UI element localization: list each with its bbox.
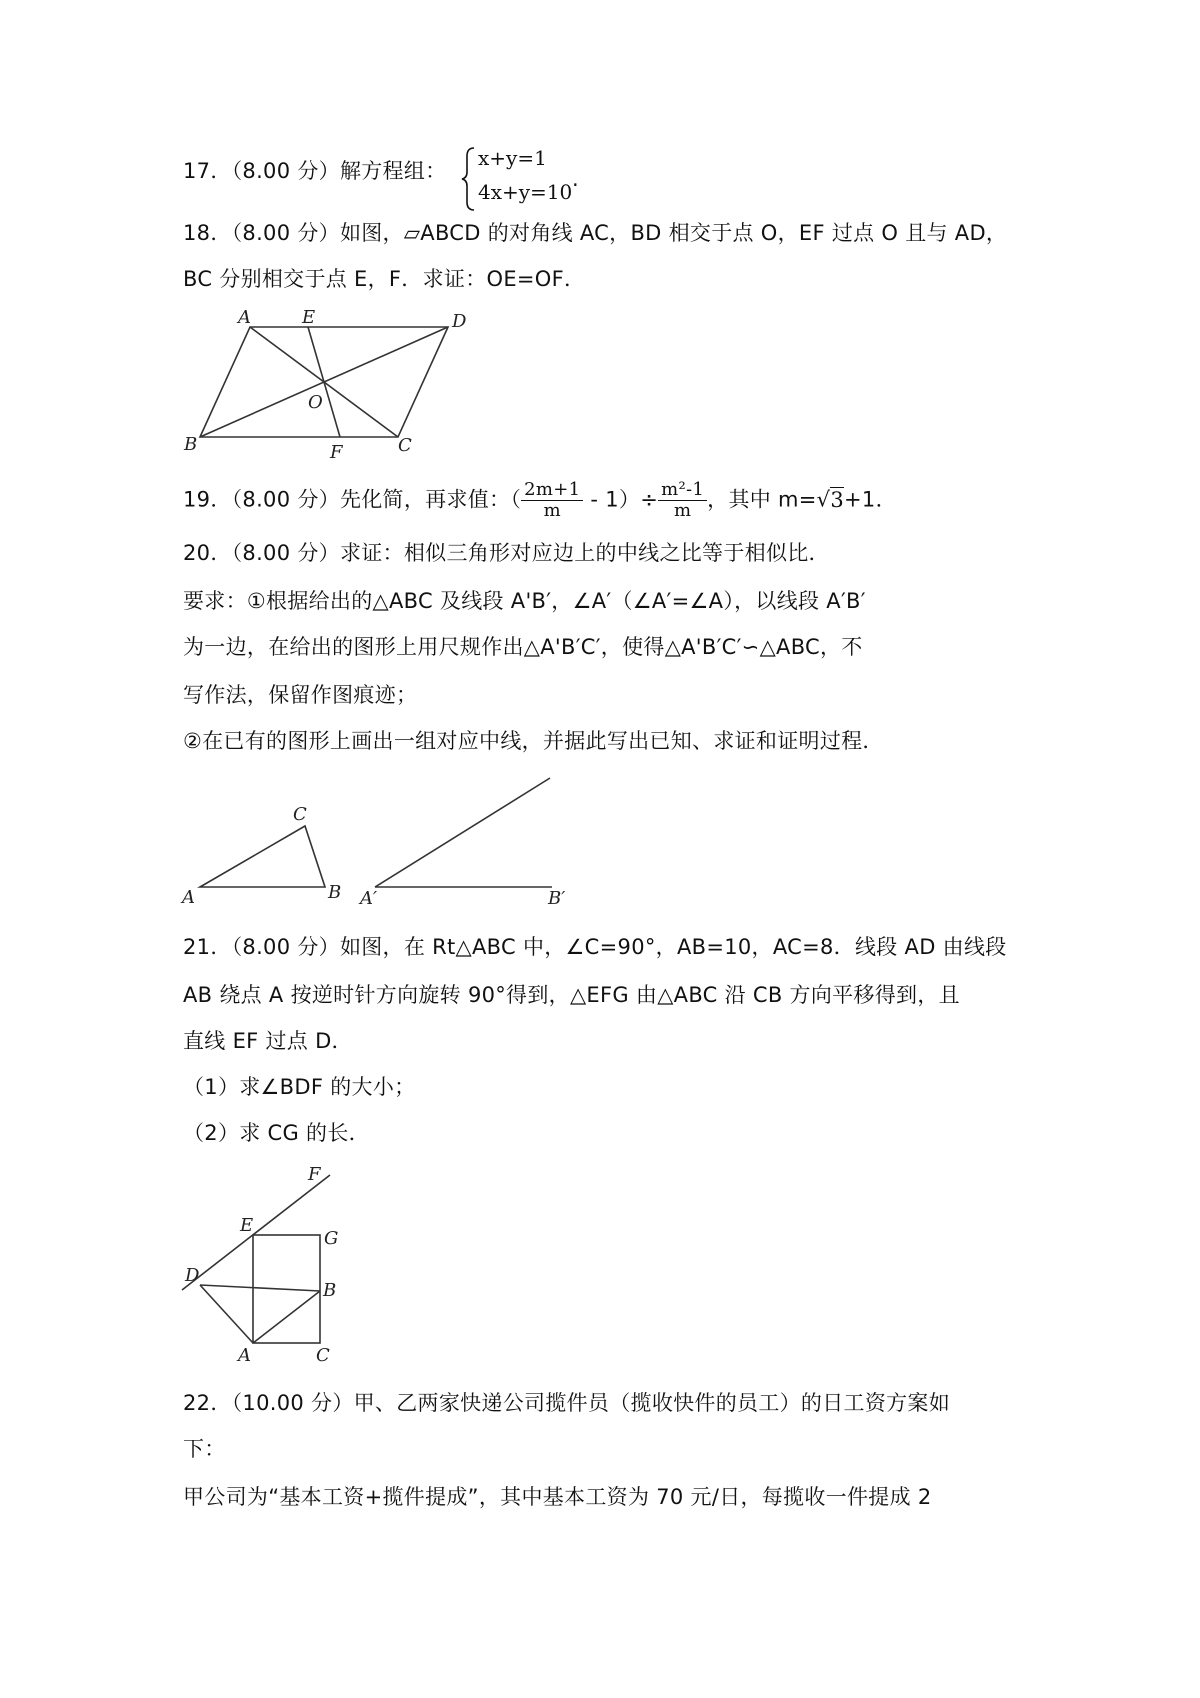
q20-label-c: C xyxy=(293,804,307,825)
q18-label-b: B xyxy=(184,434,198,455)
q20-line2: 要求：①根据给出的△ABC 及线段 A'B′，∠A′（∠A′=∠A），以线段 A′B′ xyxy=(183,589,866,613)
q19-frac1-numerator: 2m+1 xyxy=(521,480,583,501)
q18-label-e: E xyxy=(302,307,316,328)
q19-prefix: 19．（8.00 分）先化简，再求值：（ xyxy=(183,487,522,512)
q19-frac2-numerator: m²-1 xyxy=(658,480,707,501)
left-brace-icon xyxy=(460,144,480,214)
q21-rotation-figure xyxy=(180,1165,360,1375)
q20-label-a: A xyxy=(182,887,195,908)
q20-line3: 为一边，在给出的图形上用尺规作出△A'B′C′，使得△A'B′C′∽△ABC，不 xyxy=(183,635,863,659)
q19-fraction-1 xyxy=(521,480,583,521)
q20-triangle-figure xyxy=(180,770,580,910)
q19-frac1-denominator: m xyxy=(543,500,561,521)
q21-line3: 直线 EF 过点 D． xyxy=(183,1029,353,1053)
q21-label-g: G xyxy=(324,1228,339,1249)
q18-label-c: C xyxy=(398,435,412,456)
q18-line1: 18．（8.00 分）如图，▱ABCD 的对角线 AC，BD 相交于点 O，EF 过点 O 且与 AD， xyxy=(183,221,1008,245)
q21-line1: 21．（8.00 分）如图，在 Rt△ABC 中，∠C=90°，AB=10，AC=8．线段 AD 由线段 xyxy=(183,935,1007,959)
q17-equation-system xyxy=(460,144,580,214)
q17-prefix: 17．（8.00 分）解方程组： xyxy=(183,159,447,183)
q21-label-d: D xyxy=(185,1265,200,1286)
q17-suffix: . xyxy=(572,167,579,191)
q21-line2: AB 绕点 A 按逆时针方向旋转 90°得到，△EFG 由△ABC 沿 CB 方向平移得到，且 xyxy=(183,983,960,1007)
q21-line5: （2）求 CG 的长． xyxy=(183,1121,370,1145)
q20-label-b: B xyxy=(328,882,342,903)
sqrt-icon: √ xyxy=(816,487,831,512)
q21-label-f: F xyxy=(308,1165,321,1185)
q22-line2: 下： xyxy=(183,1437,226,1461)
q21-label-c: C xyxy=(316,1345,330,1366)
q20-line5: ②在已有的图形上画出一组对应中线，并据此写出已知、求证和证明过程． xyxy=(183,729,884,753)
q19-line xyxy=(183,480,897,521)
q19-suffix-b: +1． xyxy=(844,487,897,512)
q21-label-a: A xyxy=(238,1345,251,1366)
q21-label-b: B xyxy=(323,1280,337,1301)
q18-label-o: O xyxy=(308,392,323,413)
q18-label-d: D xyxy=(452,311,467,332)
q19-sqrt-radicand: 3 xyxy=(830,487,845,512)
q17-eq2: 4x+y=10 xyxy=(478,180,573,204)
q21-line4: （1）求∠BDF 的大小； xyxy=(183,1075,416,1099)
q20-line4: 写作法，保留作图痕迹； xyxy=(183,683,418,707)
q22-line1: 22．（10.00 分）甲、乙两家快递公司揽件员（揽收快件的员工）的日工资方案如 xyxy=(183,1391,951,1415)
q20-label-a-prime: A′ xyxy=(360,888,378,909)
q20-label-b-prime: B′ xyxy=(548,888,566,909)
q21-label-e: E xyxy=(240,1215,254,1236)
q17-eq1: x+y=1 xyxy=(478,146,547,170)
q22-line3: 甲公司为“基本工资+揽件提成”，其中基本工资为 70 元/日，每揽收一件提成 2 xyxy=(183,1485,932,1509)
q18-label-f: F xyxy=(330,442,343,463)
q19-suffix-a: ，其中 m= xyxy=(707,487,817,512)
q19-frac2-denominator: m xyxy=(673,500,692,521)
q18-parallelogram-figure xyxy=(180,305,480,465)
q19-fraction-2 xyxy=(658,480,707,521)
q20-line1: 20．（8.00 分）求证：相似三角形对应边上的中线之比等于相似比． xyxy=(183,541,830,565)
q18-label-a: A xyxy=(238,307,251,328)
q18-line2: BC 分别相交于点 E，F．求证：OE=OF． xyxy=(183,267,586,291)
q19-mid: - 1）÷ xyxy=(583,487,659,512)
